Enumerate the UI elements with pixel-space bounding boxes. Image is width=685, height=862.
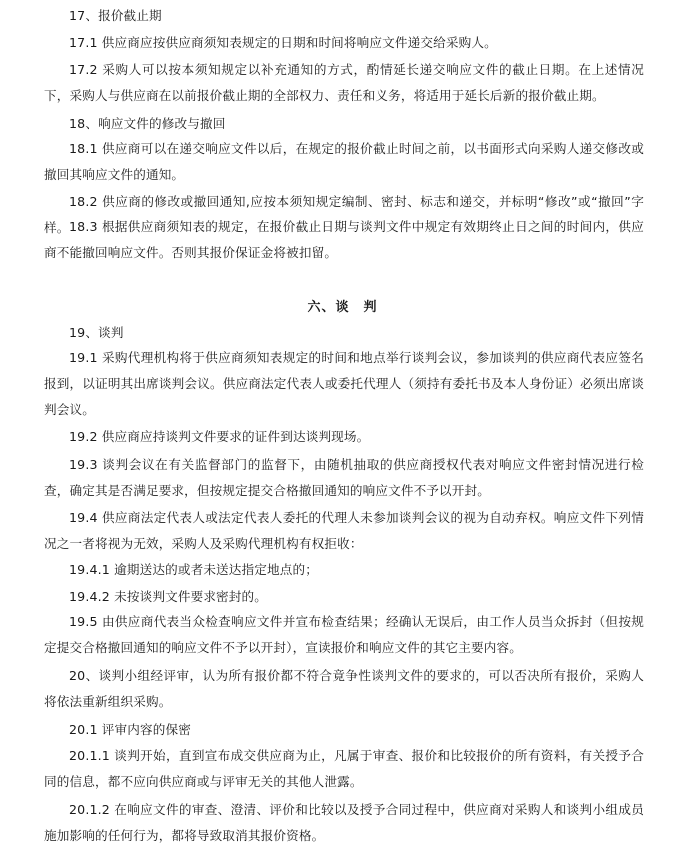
clause-18-heading: 18、响应文件的修改与撤回 bbox=[69, 116, 226, 131]
clause-19-heading: 19、谈判 bbox=[69, 325, 124, 340]
clause-19-4-2: 19.4.2 未按谈判文件要求密封的。 bbox=[69, 589, 268, 604]
section-heading: 六、谈 判 bbox=[307, 300, 378, 315]
clause-19-3: 19.3 谈判会议在有关监督部门的监督下，由随机抽取的供应商授权代表对响应文件密封情况进行检查，确定其是否满足要求，但按规定提交合格撤回通知的响应文件不予以开封。 bbox=[44, 457, 644, 499]
clause-19-5: 19.5 由供应商代表当众检查响应文件并宣布检查结果；经确认无误后，由工作人员当众拆封（但按规定提交合格撤回通知的响应文件不予以开封），宣读报价和响应文件的其它主要内容。 bbox=[44, 614, 644, 656]
clause-19-1: 19.1 采购代理机构将于供应商须知表规定的时间和地点举行谈判会议，参加谈判的供应商代表应签名报到，以证明其出席谈判会议。供应商法定代表人或委托代理人（须持有委托书及本人身份证）必须出席谈判会议。 bbox=[44, 350, 644, 418]
clause-20-1-1: 20.1.1 谈判开始，直到宣布成交供应商为止，凡属于审查、报价和比较报价的所有资料，有关授予合同的信息，都不应向供应商或与评审无关的其他人泄露。 bbox=[44, 748, 644, 790]
clause-18-2: 18.2 供应商的修改或撤回通知,应按本须知规定编制、密封、标志和递交，并标明“修改”或“撤回”字样。 bbox=[44, 194, 644, 236]
clause-19-2: 19.2 供应商应持谈判文件要求的证件到达谈判现场。 bbox=[69, 429, 370, 444]
clause-17-2: 17.2 采购人可以按本须知规定以补充通知的方式，酌情延长递交响应文件的截止日期。在上述情况下，采购人与供应商在以前报价截止期的全部权力、责任和义务，将适用于延长后新的报价截止期。 bbox=[44, 62, 644, 104]
clause-19-4: 19.4 供应商法定代表人或法定代表人委托的代理人未参加谈判会议的视为自动弃权。响应文件下列情况之一者将视为无效，采购人及采购代理机构有权拒收： bbox=[44, 510, 644, 552]
clause-20: 20、谈判小组经评审，认为所有报价都不符合竟争性谈判文件的要求的，可以否决所有报价，采购人将依法重新组织采购。 bbox=[44, 668, 644, 710]
clause-20-1-2: 20.1.2 在响应文件的审查、澄清、评价和比较以及授予合同过程中，供应商对采购人和谈判小组成员施加影响的任何行为，都将导致取消其报价资格。 bbox=[44, 802, 644, 844]
clause-20-1: 20.1 评审内容的保密 bbox=[69, 722, 192, 737]
clause-19-4-1: 19.4.1 逾期送达的或者未送达指定地点的； bbox=[69, 562, 319, 577]
clause-17-1: 17.1 供应商应按供应商须知表规定的日期和时间将响应文件递交给采购人。 bbox=[69, 35, 497, 50]
clause-18-3: 18.3 根据供应商须知表的规定，在报价截止日期与谈判文件中规定有效期终止日之间的时间内，供应商不能撤回响应文件。否则其报价保证金将被扣留。 bbox=[44, 219, 644, 261]
clause-17-heading: 17、报价截止期 bbox=[69, 8, 162, 23]
clause-18-1: 18.1 供应商可以在递交响应文件以后，在规定的报价截止时间之前，以书面形式向采购人递交修改或撤回其响应文件的通知。 bbox=[44, 141, 644, 183]
